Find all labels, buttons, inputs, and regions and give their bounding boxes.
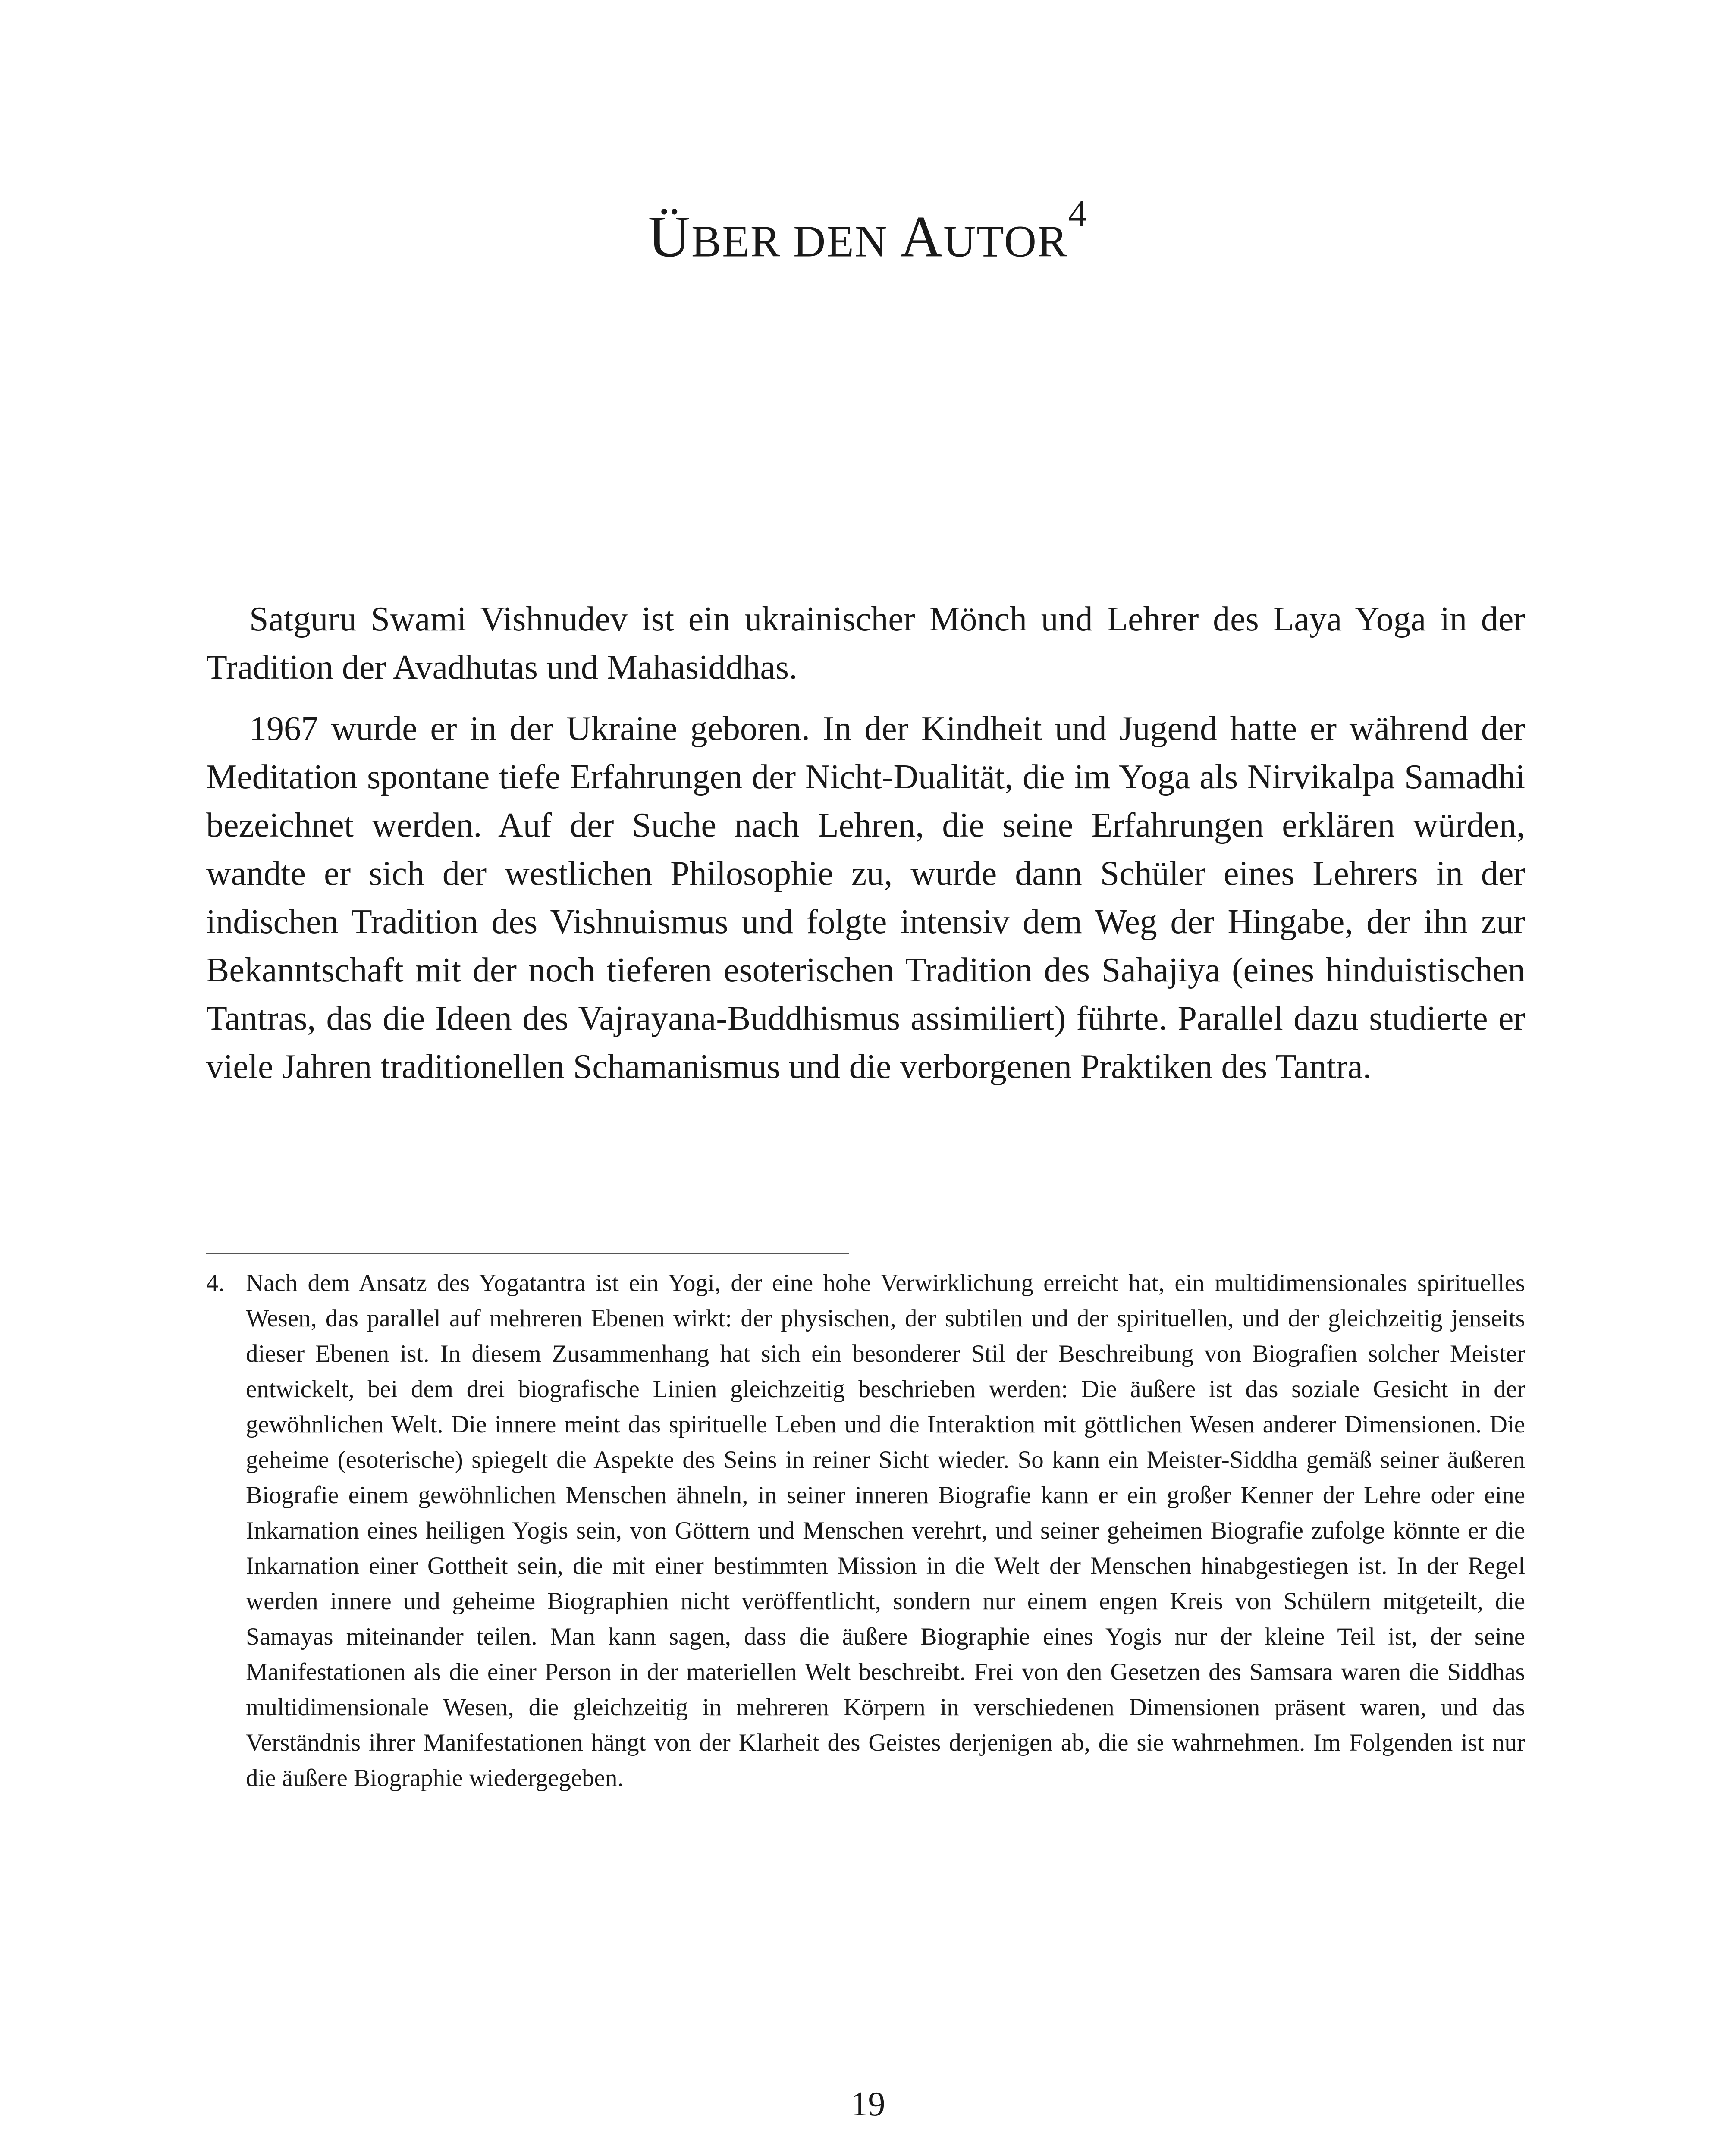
paragraph: Satguru Swami Vishnudev ist ein ukrainischer Mönch und Lehrer des Laya Yoga in der Tradition der Avadhutas und Mahasiddhas. — [206, 600, 1525, 686]
title-first-capital: Ü — [648, 204, 691, 270]
footnote — [206, 1266, 1525, 1796]
page-number: 19 — [851, 2085, 885, 2123]
title-second-rest: UTOR — [943, 216, 1068, 266]
footnote-text: Nach dem Ansatz des Yogatantra ist ein Yogi, der eine hohe Verwirklichung erreicht hat, ein multidimensionales spirituelles Wesen, das parallel auf mehreren Ebenen wirkt: der physischen, der subtilen und der spirituellen, und der gleichzeitig jenseits dieser Ebenen ist. In diesem Zusammenhang hat sich ein besonderer Stil der Beschreibung von Biografien solcher Meister entwickelt, bei dem drei biografische Linien gleichzeitig beschrieben werden: Die äußere ist das soziale Gesicht in der gewöhnlichen Welt. Die innere meint das spirituelle Leben und die Interaktion mit göttlichen Wesen anderer Dimensionen. Die geheime (esoterische) spiegelt die Aspekte des Seins in reiner Sicht wieder. So kann ein Meister-Siddha gemäß seiner äußeren Biografie einem gewöhnlichen Menschen ähneln, in seiner inneren Biografie kann er ein großer Kenner der Lehre oder eine Inkarnation eines heiligen Yogis sein, von Göttern und Menschen verehrt, und seiner geheimen Biografie zufolge könnte er die Inkarnation einer Gottheit sein, die mit einer bestimmten Mission in die Welt der Menschen hinabgestiegen ist. In der Regel werden innere und geheime Biographien nicht veröffentlicht, sondern nur einem engen Kreis von Schülern mitgeteilt, die Samayas miteinander teilen. Man kann sagen, dass die äußere Biographie eines Yogis nur der kleine Teil ist, der seine Manifestationen als die einer Person in der materiellen Welt beschreibt. Frei von den Gesetzen des Samsara waren die Siddhas multidimensionale Wesen, die gleichzeitig in mehreren Körpern in verschiedenen Dimensionen präsent waren, und das Verständnis ihrer Manifestationen hängt von der Klarheit des Geistes derjenigen ab, die sie wahrnehmen. Im Folgenden ist nur die äußere Biographie wiedergegeben. — [246, 1269, 1525, 1792]
paragraph: 1967 wurde er in der Ukraine geboren. In der Kindheit und Jugend hatte er während der Meditation spontane tiefe Erfahrungen der Nicht-Dualität, die im Yoga als Nirvikalpa Samadhi bezeichnet werden. Auf der Suche nach Lehren, die seine Erfahrungen erklären würden, wandte er sich der westlichen Philosophie zu, wurde dann Schüler eines Lehrers in der indischen Tradition des Vishnuismus und folgte intensiv dem Weg der Hingabe, der ihn zur Bekanntschaft mit der noch tieferen esoterischen Tradition des Sahajiya (eines hinduistischen Tantras, das die Ideen des Vajrayana-Buddhismus assimiliert) führte. Parallel dazu studierte er viele Jahren traditionellen Schamanismus und die verborgenen Praktiken des Tantra. — [206, 710, 1525, 1086]
footnote-divider — [206, 1253, 849, 1254]
title-second-capital: A — [900, 204, 944, 270]
footnote-number: 4. — [206, 1269, 225, 1297]
footnote-marker[interactable]: 4 — [1068, 193, 1088, 235]
title-first-rest: BER DEN — [691, 216, 900, 266]
body-text — [206, 595, 1525, 1104]
chapter-title — [0, 185, 1736, 280]
